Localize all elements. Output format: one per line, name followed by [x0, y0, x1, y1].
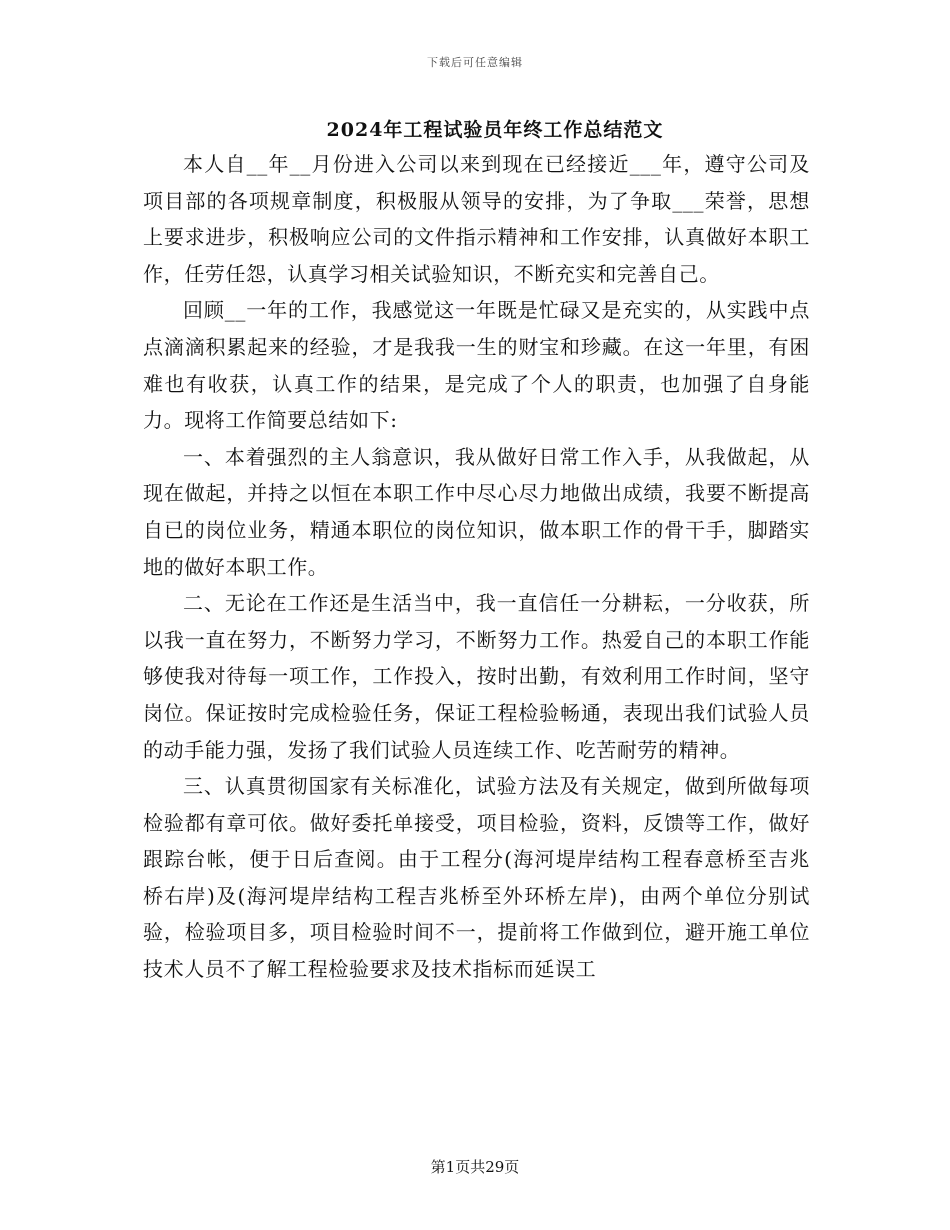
document-body — [143, 146, 810, 988]
paragraph-5: 三、认真贯彻国家有关标准化，试验方法及有关规定，做到所做每项检验都有章可依。做好委托单接受，项目检验，资料，反馈等工作，做好跟踪台帐，便于日后查阅。由于工程分(海河堤岸结构工程春意桥至吉兆桥右岸)及(海河堤岸结构工程吉兆桥至外环桥左岸)，由两个单位分别试验，检验项目多，项目检验时间不一，提前将工作做到位，避开施工单位技术人员不了解工程检验要求及技术指标而延误工 — [143, 774, 810, 982]
paragraph-3: 一、本着强烈的主人翁意识，我从做好日常工作入手，从我做起，从现在做起，并持之以恒在本职工作中尽心尽力地做出成绩，我要不断提高自已的岗位业务，精通本职位的岗位知识，做本职工作的骨干手，脚踏实地的做好本职工作。 — [143, 444, 810, 579]
document-title: 2024年工程试验员年终工作总结范文 — [326, 119, 664, 141]
paragraph-1: 本人自__年__月份进入公司以来到现在已经接近___年，遵守公司及项目部的各项规章制度，积极服从领导的安排，为了争取___荣誉，思想上要求进步，积极响应公司的文件指示精神和工作安排，认真做好本职工作，任劳任怨，认真学习相关试验知识，不断充实和完善自己。 — [143, 152, 810, 286]
page-number: 第1页共29页 — [430, 1158, 520, 1176]
header-note: 下载后可任意编辑 — [427, 56, 523, 69]
paragraph-2: 回顾__一年的工作，我感觉这一年既是忙碌又是充实的，从实践中点点滴滴积累起来的经验，才是我我一生的财宝和珍藏。在这一年里，有困难也有收获，认真工作的结果，是完成了个人的职责，也加强了自身能力。现将工作简要总结如下: — [143, 298, 810, 433]
paragraph-4: 二、无论在工作还是生活当中，我一直信任一分耕耘，一分收获，所以我一直在努力，不断努力学习，不断努力工作。热爱自己的本职工作能够使我对待每一项工作，工作投入，按时出勤，有效利用工作时间，坚守岗位。保证按时完成检验任务，保证工程检验畅通，表现出我们试验人员的动手能力强，发扬了我们试验人员连续工作、吃苦耐劳的精神。 — [143, 591, 810, 762]
